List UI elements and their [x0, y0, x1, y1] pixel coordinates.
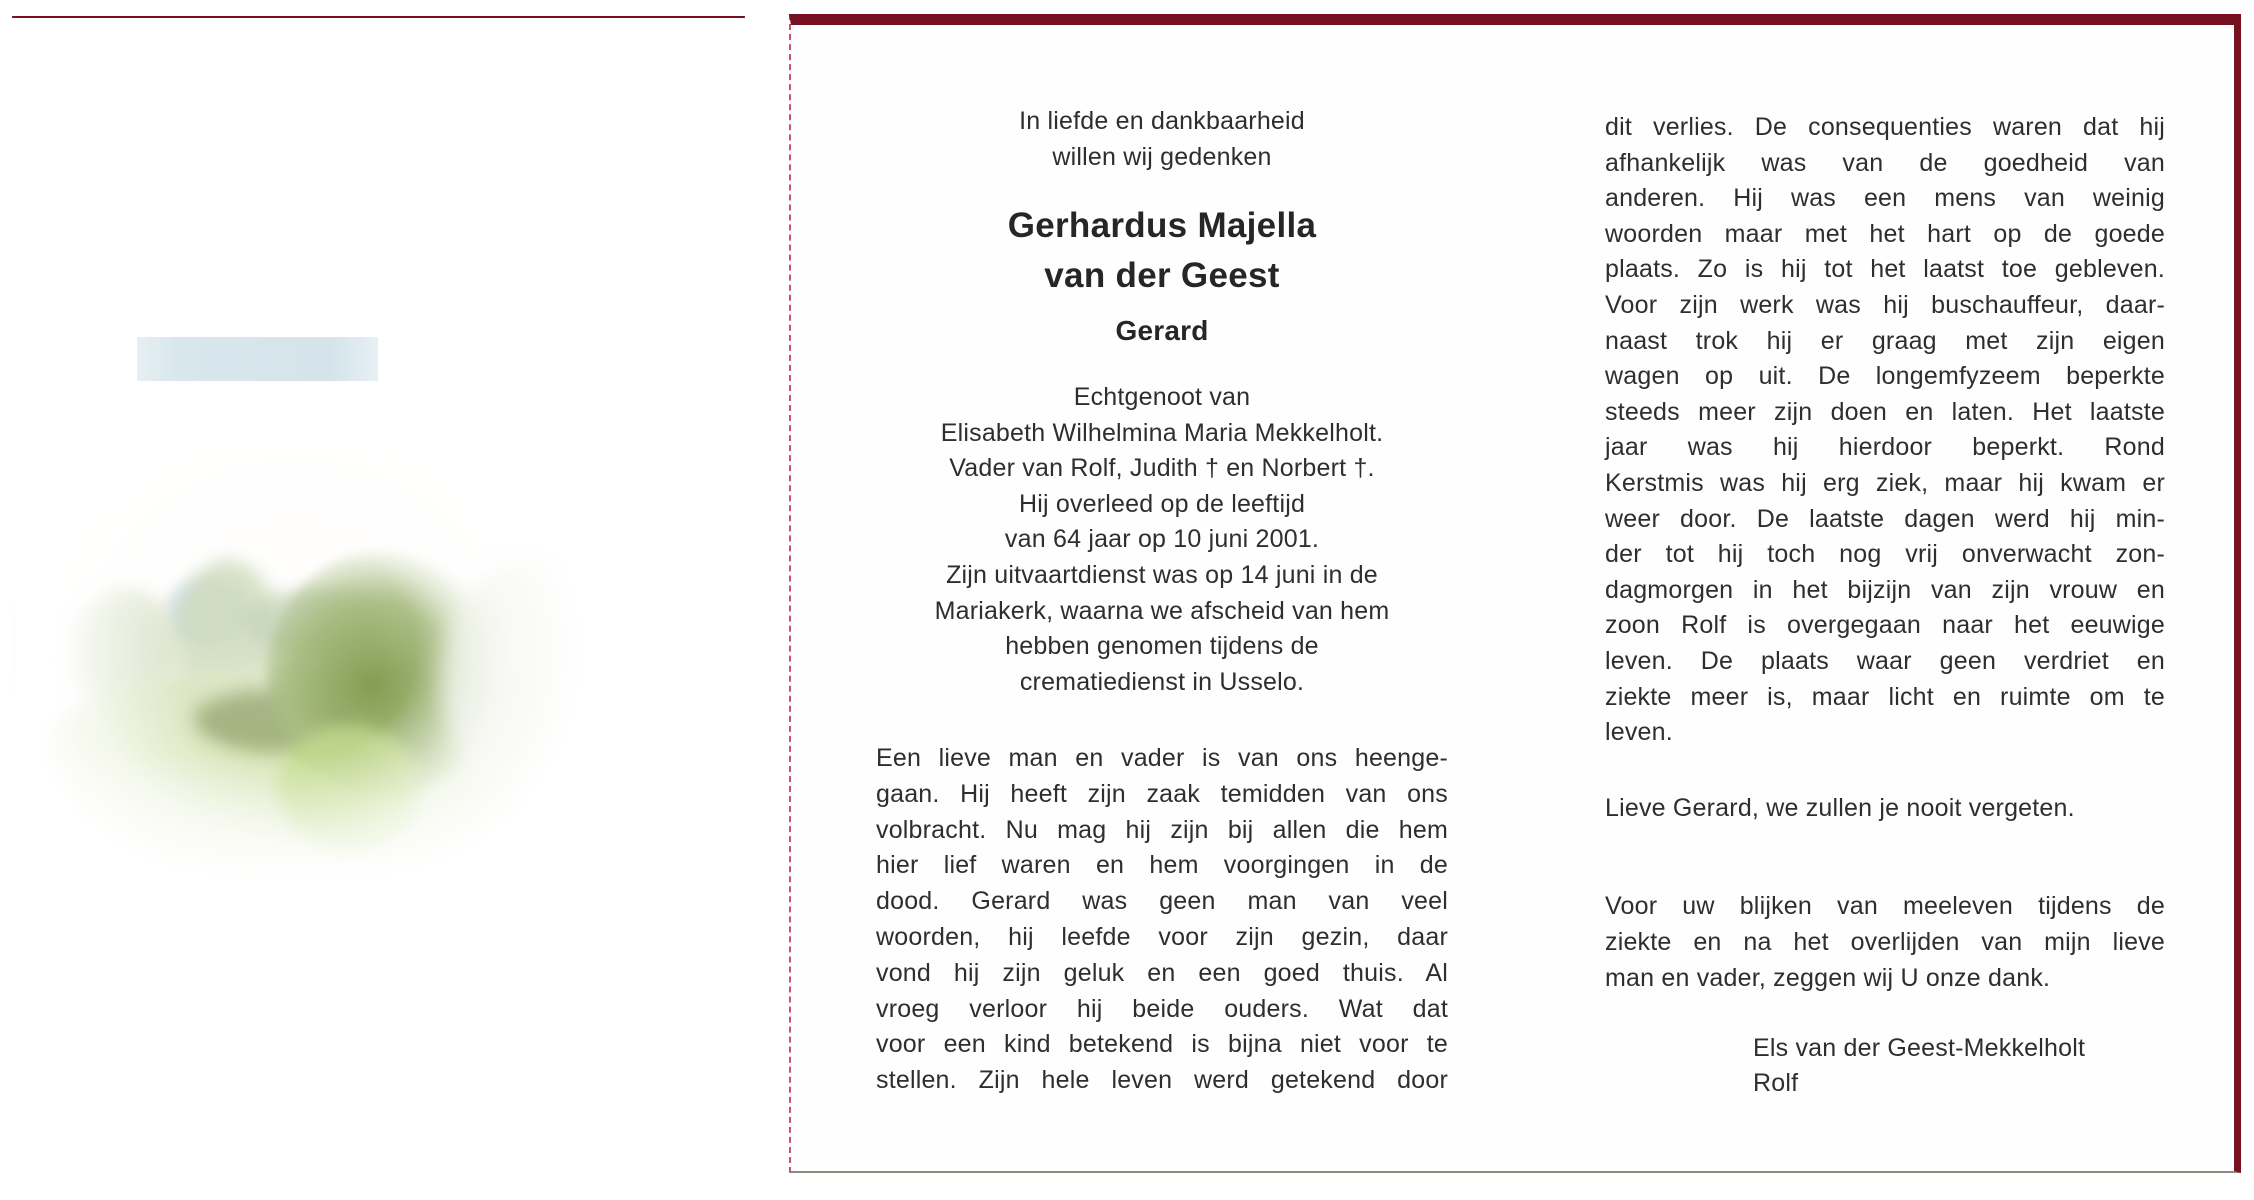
text-line: Rolf: [1753, 1069, 1799, 1097]
signature: [1753, 1031, 2165, 1101]
text-line: woorden maar met het hart op de goede: [1605, 219, 2165, 248]
text-line: Zijn uitvaartdienst was op 14 juni in de: [946, 560, 1378, 589]
text-line: afhankelijk was van de goedheid van: [1605, 148, 2165, 177]
life-details: [876, 380, 1448, 700]
text-line: van 64 jaar op 10 juni 2001.: [1004, 525, 1320, 554]
text-line: willen wij gedenken: [1052, 143, 1272, 171]
intro-lines: [876, 103, 1448, 175]
text-line: steeds meer zijn doen en laten. Het laatste: [1605, 397, 2165, 426]
right-page: [789, 14, 2241, 1173]
text-line: Mariakerk, waarna we afscheid van hem: [934, 596, 1390, 625]
text-line: vroeg verloor hij beide ouders. Wat dat: [876, 994, 1448, 1023]
eulogy-paragraph-2: [1605, 110, 2165, 751]
text-line: volbracht. Nu mag hij zijn bij allen die hem: [876, 815, 1448, 844]
text-line: Elisabeth Wilhelmina Maria Mekkelholt.: [940, 418, 1384, 447]
text-line: crematiedienst in Usselo.: [1019, 667, 1305, 696]
text-line: man en vader, zeggen wij U onze dank.: [1605, 964, 2051, 992]
text-line: dagmorgen in het bijzijn van zijn vrouw en: [1605, 575, 2165, 604]
cross-icon: [15, 28, 742, 1176]
text-line: stellen. Zijn hele leven werd getekend door: [876, 1066, 1448, 1095]
eulogy-paragraph-1: [876, 741, 1448, 1099]
text-line: ziekte meer is, maar licht en ruimte om te: [1605, 682, 2165, 711]
text-line: Voor uw blijken van meeleven tijdens de: [1605, 892, 2165, 920]
text-line: vond hij zijn geluk en een goed thuis. Al: [876, 958, 1448, 987]
text-line: wagen op uit. De longemfyzeem beperkte: [1605, 362, 2165, 391]
text-line: Els van der Geest-Mekkelholt: [1753, 1034, 2086, 1062]
text-line: anderen. Hij was een mens van weinig: [1605, 184, 2165, 213]
deceased-name: [876, 201, 1448, 301]
remembrance-line: Lieve Gerard, we zullen je nooit vergeten.: [1605, 794, 2075, 822]
text-line: Vader van Rolf, Judith † en Norbert †.: [949, 454, 1375, 483]
text-line: hier lief waren en hem voorgingen in de: [876, 851, 1448, 880]
text-line: naast trok hij er graag met zijn eigen: [1605, 326, 2165, 355]
text-line: van der Geest: [1044, 256, 1280, 295]
text-line: der tot hij toch nog vrij onverwacht zon-: [1605, 540, 2165, 569]
left-page: [12, 16, 745, 1179]
text-line: dood. Gerard was geen man van veel: [876, 887, 1448, 916]
text-line: Voor zijn werk was hij buschauffeur, daar-: [1605, 290, 2165, 319]
text-line: jaar was hij hierdoor beperkt. Rond: [1605, 433, 2165, 462]
cross-vertical-bar: [245, 252, 276, 847]
text-line: gaan. Hij heeft zijn zaak temidden van ons: [876, 779, 1448, 808]
text-line: plaats. Zo is hij tot het laatst toe gebleven.: [1605, 255, 2165, 284]
text-line: ziekte en na het overlijden van mijn lieve: [1605, 928, 2165, 956]
text-line: In liefde en dankbaarheid: [1019, 107, 1305, 135]
text-line: voor een kind betekend is bijna niet voor te: [876, 1030, 1448, 1059]
text-line: weer door. De laatste dagen werd hij min-: [1605, 504, 2165, 533]
text-line: Gerhardus Majella: [1007, 206, 1317, 245]
text-line: Hij overleed op de leeftijd: [1018, 489, 1306, 518]
text-line: dit verlies. De consequenties waren dat hij: [1605, 113, 2165, 141]
text-line: Een lieve man en vader is van ons heenge-: [876, 744, 1448, 772]
text-line: Echtgenoot van: [1073, 383, 1251, 411]
text-line: hebben genomen tijdens de: [1005, 632, 1319, 661]
landscape-artwork: [15, 28, 742, 1176]
text-line: Kerstmis was hij erg ziek, maar hij kwam er: [1605, 468, 2165, 497]
text-line: leven. De plaats waar geen verdriet en: [1605, 646, 2165, 675]
text-line: leven.: [1605, 718, 1673, 747]
text-line: zoon Rolf is overgegaan naar het eeuwige: [1605, 611, 2165, 640]
acknowledgement: [1605, 888, 2165, 996]
deceased-nickname: Gerard: [1115, 315, 1209, 346]
text-line: woorden, hij leefde voor zijn gezin, daar: [876, 922, 1448, 951]
